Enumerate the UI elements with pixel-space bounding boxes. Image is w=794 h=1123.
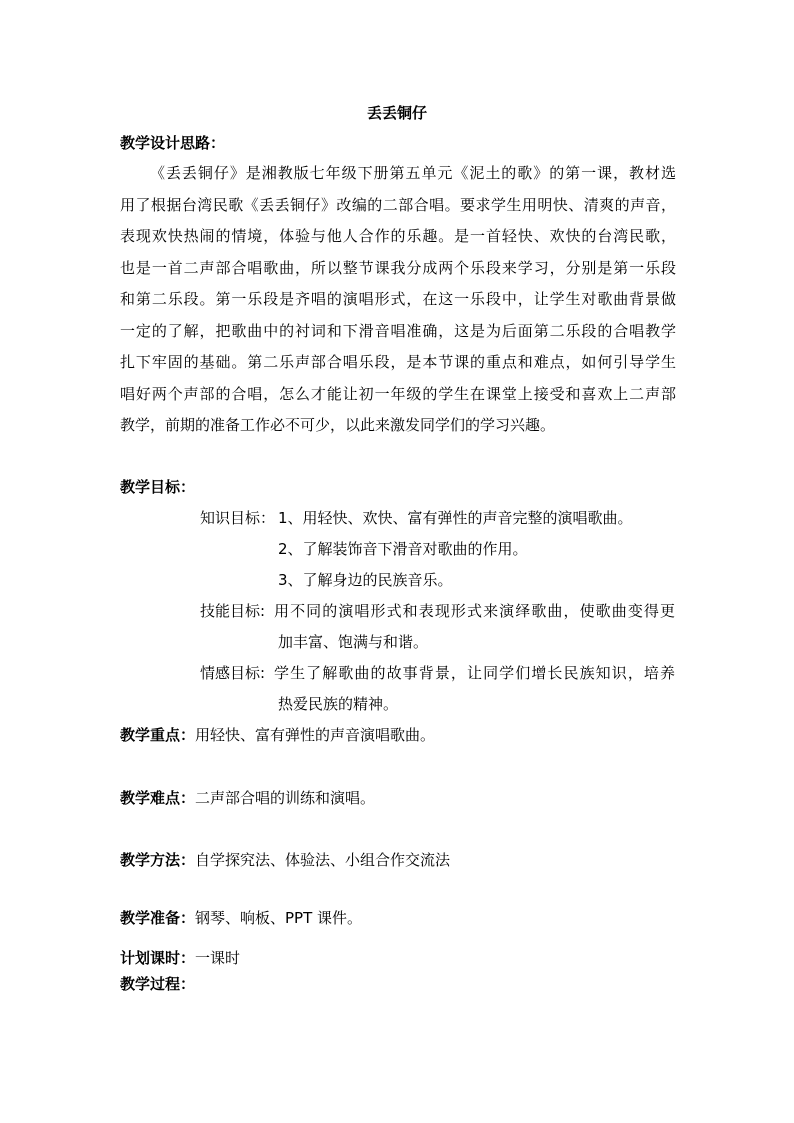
skill-label: 技能目标: bbox=[200, 602, 266, 620]
prep-value: 钢琴、响板、PPT 课件。 bbox=[195, 909, 363, 927]
key-point-value: 用轻快、富有弹性的声音演唱歌曲。 bbox=[195, 726, 436, 744]
key-point bbox=[120, 724, 435, 746]
document-title: 丢丢铜仔 bbox=[366, 104, 427, 122]
goals-heading: 教学目标： bbox=[120, 478, 196, 496]
prep-label: 教学准备： bbox=[120, 909, 196, 927]
design-paragraph bbox=[120, 158, 676, 442]
emotion-label: 情感目标: bbox=[200, 664, 266, 682]
teaching-method bbox=[120, 849, 450, 871]
paragraph-line: 唱好两个声部的合唱，怎么才能让初一年级的学生在课堂上接受和喜欢上二声部 bbox=[120, 384, 676, 403]
difficulty-value: 二声部合唱的训练和演唱。 bbox=[195, 789, 376, 807]
paragraph-line: 《丢丢铜仔》是湘教版七年级下册第五单元《泥土的歌》的第一课，教材选 bbox=[150, 164, 676, 182]
paragraph-line: 表现欢快热闹的情境，体验与他人合作的乐趣。是一首轻快、欢快的台湾民歌， bbox=[120, 227, 676, 245]
knowledge-item: 2、了解装饰音下滑音对歌曲的作用。 bbox=[278, 540, 528, 558]
teaching-prep bbox=[120, 907, 362, 929]
paragraph-line: 和第二乐段。第一乐段是齐唱的演唱形式，在这一乐段中，让学生对歌曲背景做 bbox=[120, 290, 676, 308]
paragraph-line: 也是一首二声部合唱歌曲，所以整节课我分成两个乐段来学习，分别是第一乐段 bbox=[120, 258, 676, 277]
knowledge-item: 3、了解身边的民族音乐。 bbox=[278, 571, 453, 589]
emotion-line: 热爱民族的精神。 bbox=[278, 695, 399, 713]
hours-value: 一课时 bbox=[195, 949, 241, 967]
process-heading: 教学过程： bbox=[120, 975, 196, 993]
difficulty bbox=[120, 787, 375, 809]
paragraph-line: 扎下牢固的基础。第二乐声部合唱乐段，是本节课的重点和难点，如何引导学生 bbox=[120, 353, 676, 371]
design-heading: 教学设计思路： bbox=[120, 134, 226, 152]
paragraph-line: 教学，前期的准备工作必不可少，以此来激发同学们的学习兴趣。 bbox=[120, 416, 556, 434]
key-point-label: 教学重点： bbox=[120, 726, 196, 744]
knowledge-item: 1、用轻快、欢快、富有弹性的声音完整的演唱歌曲。 bbox=[278, 509, 633, 527]
hours-label: 计划课时： bbox=[120, 949, 196, 967]
emotion-line: 学生了解歌曲的故事背景，让同学们增长民族知识，培养 bbox=[274, 664, 675, 682]
planned-hours bbox=[120, 947, 240, 969]
knowledge-label: 知识目标： bbox=[200, 509, 276, 527]
paragraph-line: 用了根据台湾民歌《丢丢铜仔》改编的二部合唱。要求学生用明快、清爽的声音， bbox=[120, 195, 676, 214]
skill-line: 加丰富、饱满与和谐。 bbox=[278, 633, 429, 651]
skill-line: 用不同的演唱形式和表现形式来演绎歌曲，使歌曲变得更 bbox=[274, 602, 675, 620]
method-value: 自学探究法、体验法、小组合作交流法 bbox=[195, 851, 451, 869]
difficulty-label: 教学难点： bbox=[120, 789, 196, 807]
method-label: 教学方法： bbox=[120, 851, 196, 869]
paragraph-line: 一定的了解，把歌曲中的衬词和下滑音唱准确，这是为后面第二乐段的合唱教学 bbox=[120, 321, 676, 340]
